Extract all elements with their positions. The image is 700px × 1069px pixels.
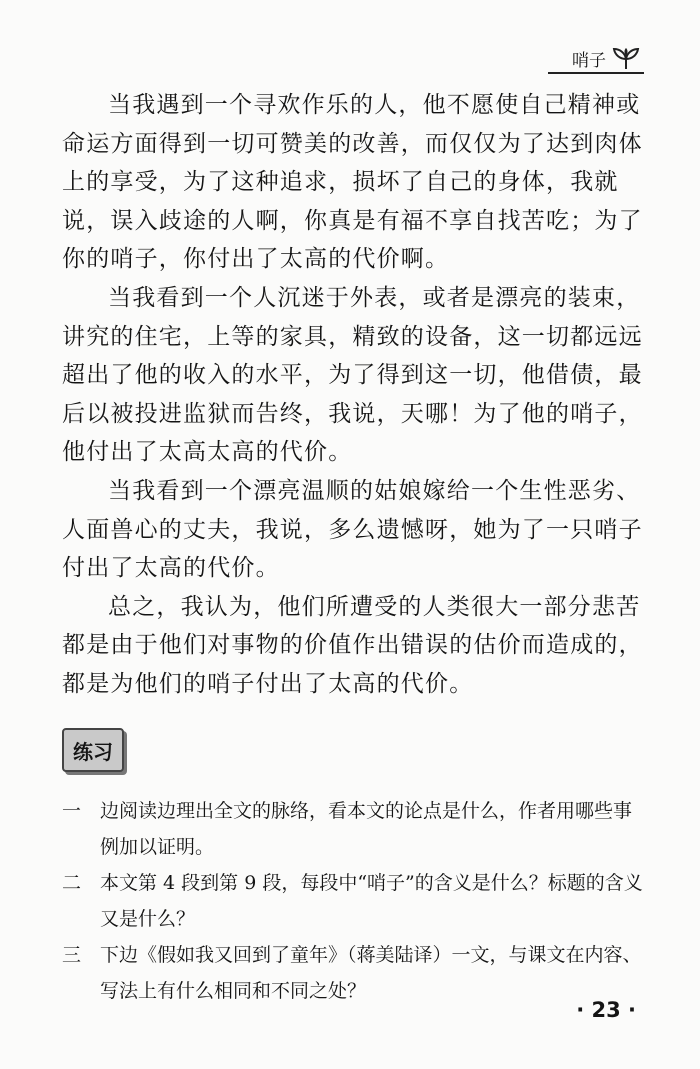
- exercise-item: [62, 937, 650, 1009]
- paragraph: 当我看到一个人沉迷于外表，或者是漂亮的装束，讲究的住宅，上等的家具，精致的设备，这一切都远远超出了他的收入的水平，为了得到这一切，他借债，最后以被投进监狱而告终，我说，天哪！为了他的哨子，他付出了太高太高的代价。: [62, 284, 643, 466]
- exercise-text: 本文第 4 段到第 9 段，每段中“哨子”的含义是什么？标题的含义又是什么？: [100, 872, 643, 930]
- header-title: 哨子: [572, 51, 606, 71]
- exercise-number: 一: [62, 800, 82, 822]
- exercise-number: 三: [62, 944, 82, 966]
- paragraph: 总之，我认为，他们所遭受的人类很大一部分悲苦都是由于他们对事物的价值作出错误的估价而造成的，都是为他们的哨子付出了太高的代价。: [62, 593, 643, 697]
- exercise-badge: [62, 728, 124, 772]
- seedling-leaf-icon: [612, 47, 640, 71]
- exercise-list: [62, 793, 650, 1009]
- running-header: [572, 46, 640, 71]
- exercise-item: [62, 865, 650, 937]
- exercise-label: 练习: [73, 739, 113, 764]
- exercise-text: 下边《假如我又回到了童年》（蒋美陆译）一文，与课文在内容、写法上有什么相同和不同之处？: [100, 944, 642, 1002]
- exercise-text: 边阅读边理出全文的脉络，看本文的论点是什么，作者用哪些事例加以证明。: [100, 800, 633, 858]
- page-number: · 23 ·: [576, 998, 636, 1022]
- exercise-item: [62, 793, 650, 865]
- header-rule: [548, 72, 644, 74]
- body-text: [62, 86, 650, 704]
- paragraph: 当我遇到一个寻欢作乐的人，他不愿使自己精神或命运方面得到一切可赞美的改善，而仅仅为了达到肉体上的享受，为了这种追求，损坏了自己的身体，我就说，误入歧途的人啊，你真是有福不享自找苦吃；为了你的哨子，你付出了太高的代价啊。: [62, 92, 643, 273]
- paragraph: 当我看到一个漂亮温顺的姑娘嫁给一个生性恶劣、人面兽心的丈夫，我说，多么遗憾呀，她为了一只哨子付出了太高的代价。: [62, 477, 643, 582]
- exercise-number: 二: [62, 872, 82, 894]
